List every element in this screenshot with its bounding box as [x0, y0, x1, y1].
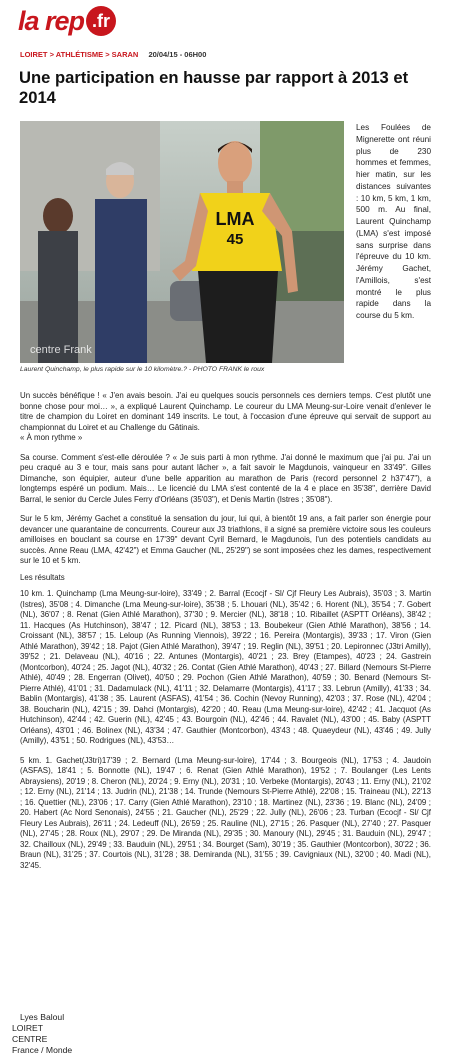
results-heading: Les résultats [20, 572, 65, 582]
paragraph-1: Un succès bénéfique ! « J'en avais besoin. J'ai eu quelques soucis personnels ces derniers temps. C'est plutôt une bonne chose pour moi… », a expliqué Laurent Quinchamp. Le coureur du LMA Meung-sur-Loire venait d'enlever le titre de champion du Loiret en dominant 149 inscrits. Le tout, à l'occasion d'une épreuve qui servait de support au championnat du Loiret et au Challenge du Gâtinais. [20, 391, 431, 432]
article-lead: Les Foulées de Mignerette ont réuni plus de 230 hommes et femmes, hier matin, sur les distances suivantes : 10 km, 5 km, 1 km, 500 m. Au final, Laurent Quinchamp (LMA) s'est imposé sans surprise dans l'épreuve du 10 km. Jérémy Gachet, l'Amillois, s'est montré le plus rapide dans la course du 5 km. [356, 123, 431, 320]
results-5km: 5 km. 1. Gachet(J3tri)17'39 ; 2. Bernard (Lma Meung-sur-loire), 17'44 ; 3. Bourgeois (NL), 17'53 ; 4. Jaudoin (ASFAS), 18'41 ; 5. Bonnotte (NL), 19'47 ; 6. Renat (Gien Athlé Marathon), 19'52 ; 7. Boulanger (Les Lents Abraysiens), 20'19 ; 8. Cheron (NL), 20'24 ; 9. Erny (NL), 20'31 ; 10. Verbeke (Montargis), 20'43 ; 11. Erny (NL), 21'02 ; 12. Erny (NL), 21'14 ; 13. Judrin (NL), 21'38 ; 14. Trunde (Nemours St-Pierre Athlé), 22'08 ; 15. Traineau (NL), 22'13 ; 16. Quettier (NL), 23'06 ; 17. Carry (Gien Athlé Marathon), 23'10 ; 18. Martinez (NL), 23'36 ; 19. Blanc (NL), 24'09 ; 20. Habert (Ac Nord Senonais), 24'55 ; 21. Gaucher (NL), 25'29 ; 22. Jully (NL), 26'06 ; 23. Turban (Ecocjf - Sl/ Cjf Fleury Les Aubrais), 26'11 ; 24. Ledeuff (NL), 26'59 ; 25. Rauline (NL), 27'15 ; 26. Pasquer (NL), 27'40 ; 27. Pasquer (NL), 27'45 ; 28. Roux (NL), 29'07 ; 29. De Miranda (NL), 29'35 ; 30. Manoury (NL), 29'45 ; 31. Bauduin (NL), 29'47 ; 32. Chailloux (NL), 29'49 ; 33. Bauduin (NL), 29'51 ; 34. Bourget (Sam), 30'19 ; 35. Gauthier (Montcorbon), 30'22 ; 36. Braun (NL), 31'25 ; 37. Courtois (NL), 31'28 ; 38. Demiranda (NL), 31'55 ; 39. Cavigniaux (NL), 32'00 ; 40. Madi (NL), 32'45. [20, 755, 431, 870]
logo-text: la rep [18, 5, 85, 36]
logo-badge: .fr [86, 6, 116, 36]
breadcrumb-path[interactable]: LOIRET > ATHLÉTISME > SARAN [20, 50, 139, 59]
breadcrumb [20, 50, 206, 59]
tag-france-monde[interactable]: France / Monde [12, 1045, 73, 1055]
article-body [20, 391, 431, 880]
paragraph-2: Sa course. Comment s'est-elle déroulée ? « Je suis parti à mon rythme. J'ai donné le maximum que j'ai pu. J'ai un peu craqué au 3 e tour, mais sans pour autant lâcher », a fait savoir le Magdunois, vainqueur en 33'49". Gilles Dimanche, son équipier, auteur d'une belle apparition au marathon de Paris (record personnel 2 h37'47"), a longtemps espéré un podium. Mais… Le licencié du LMA s'est contenté de la 4 e place en 35'38", derrière David Barral, le senior du Cercle Jules Ferry d'Orléans (35'03"), et Denis Martin (Istres ; 35'08"). [20, 452, 431, 504]
tag-centre[interactable]: CENTRE [12, 1034, 48, 1044]
article-title: Une participation en hausse par rapport à 2013 et 2014 [19, 68, 409, 107]
subheading: « À mon rythme » [20, 433, 83, 442]
paragraph-3: Sur le 5 km, Jérémy Gachet a constitué la sensation du jour, lui qui, à bientôt 19 ans, a fait parler son énergie pour devancer une quarantaine de concurrents. Coureur aux J3 triathlons, il a signé sa première victoire sous les couleurs amilloises en bouclant sa course en 17'39" devant Cyril Bernard, le Magdunois, l'un des potentiels candidats au succès. Anne Reau (LMA, 42'42") et Emma Gaucher (NL, 25'29") se sont imposées chez les dames, respectivement sur le 10 et 5 km. [20, 514, 431, 565]
photo-watermark: centre Frank [30, 344, 92, 356]
signature [12, 1012, 72, 1056]
results-10km: 10 km. 1. Quinchamp (Lma Meung-sur-loire), 33'49 ; 2. Barral (Ecocjf - Sl/ Cjf Fleury Les Aubrais), 35'03 ; 3. Martin (Istres), 35'08 ; 4. Dimanche (Lma Meung-sur-loire), 35'38 ; 5. Lhouari (NL), 35'42 ; 6. Horent (NL), 35'54 ; 7. Gobert (NL), 36'07 ; 8. Renat (Gien Athlé Marathon), 37'30 ; 9. Mercier (NL), 38'18 ; 10. Ribaillet (ASPTT Orléans), 38'42 ; 11. Hacques (As Hutchinson), 38'47 ; 12. Picard (NL), 38'53 ; 13. Boubekeur (Gien Athlé Marathon), 38'56 ; 14. Croissant (NL), 38'57 ; 15. Leloup (As Running Viennois), 39'22 ; 16. Pereira (Montargis), 39'33 ; 17. Viron (Gien Athlé Marathon), 39'42 ; 18. Pajot (Gien Athlé Marathon), 39'47 ; 19. Reglin (NL), 39'51 ; 20. Lepironnec (J3tri Amilly), 39'52 ; 21. Delaveau (NL), 40'16 ; 22. Antunes (Montargis), 40'21 ; 23. Brey (Etampes), 40'23 ; 24. Gastrein (Montcorbon), 40'24 ; 25. Jagot (NL), 40'32 ; 26. Contat (Gien Athlé Marathon), 40'43 ; 27. Billard (Nemours St-Pierre Athlé), 40'49 ; 28. Engerran (Olivet), 40'50 ; 29. Pochon (Gien Athlé Marathon), 40'59 ; 30. Benard (Nemours St-Pierre Athlé), 41'01 ; 31. Dadamulack (NL), 41'11 ; 32. Delamarre (Montargis), 41'17 ; 33. Lebrun (Amilly), 41'33 ; 34. Bablin (Montargis), 41'38 ; 35. Laurent (ASFAS), 41'54 ; 36. Cochin (Nevoy Running), 42'03 ; 37. Rose (NL), 42'04 ; 38. Boucharin (NL), 42'15 ; 39. Dahci (Montargis), 42'20 ; 40. Reau (Lma Meung-sur-loire), 42'42 ; 41. Jacquot (As Hutchinson), 42'44 ; 42. Guerin (NL), 42'45 ; 43. Bourgoin (NL), 42'46 ; 44. Ravalet (NL), 43'00 ; 45. Baby (ASPTT Orléans), 43'01 ; 46. Bolinex (NL), 43'34 ; 47. Gauthier (Montcorbon), 43'43 ; 48. Quaeydeur (NL), 43'46 ; 49. Jully (Amilly), 43'51 ; 50. Rodrigues (NL), 43'53… [20, 589, 431, 745]
shirt-number: 45 [226, 231, 244, 248]
photo-caption: Laurent Quinchamp, le plus rapide sur le 10 kilomètre.? - PHOTO FRANK le roux [20, 366, 265, 373]
publish-date: 20/04/15 - 06H00 [148, 50, 207, 59]
article-photo [20, 121, 344, 363]
runner-photo [20, 121, 344, 363]
site-logo[interactable] [18, 4, 116, 38]
author: Lyes Baloul [20, 1012, 65, 1022]
shirt-text: LMA [215, 209, 255, 229]
tag-loiret[interactable]: LOIRET [12, 1023, 44, 1033]
